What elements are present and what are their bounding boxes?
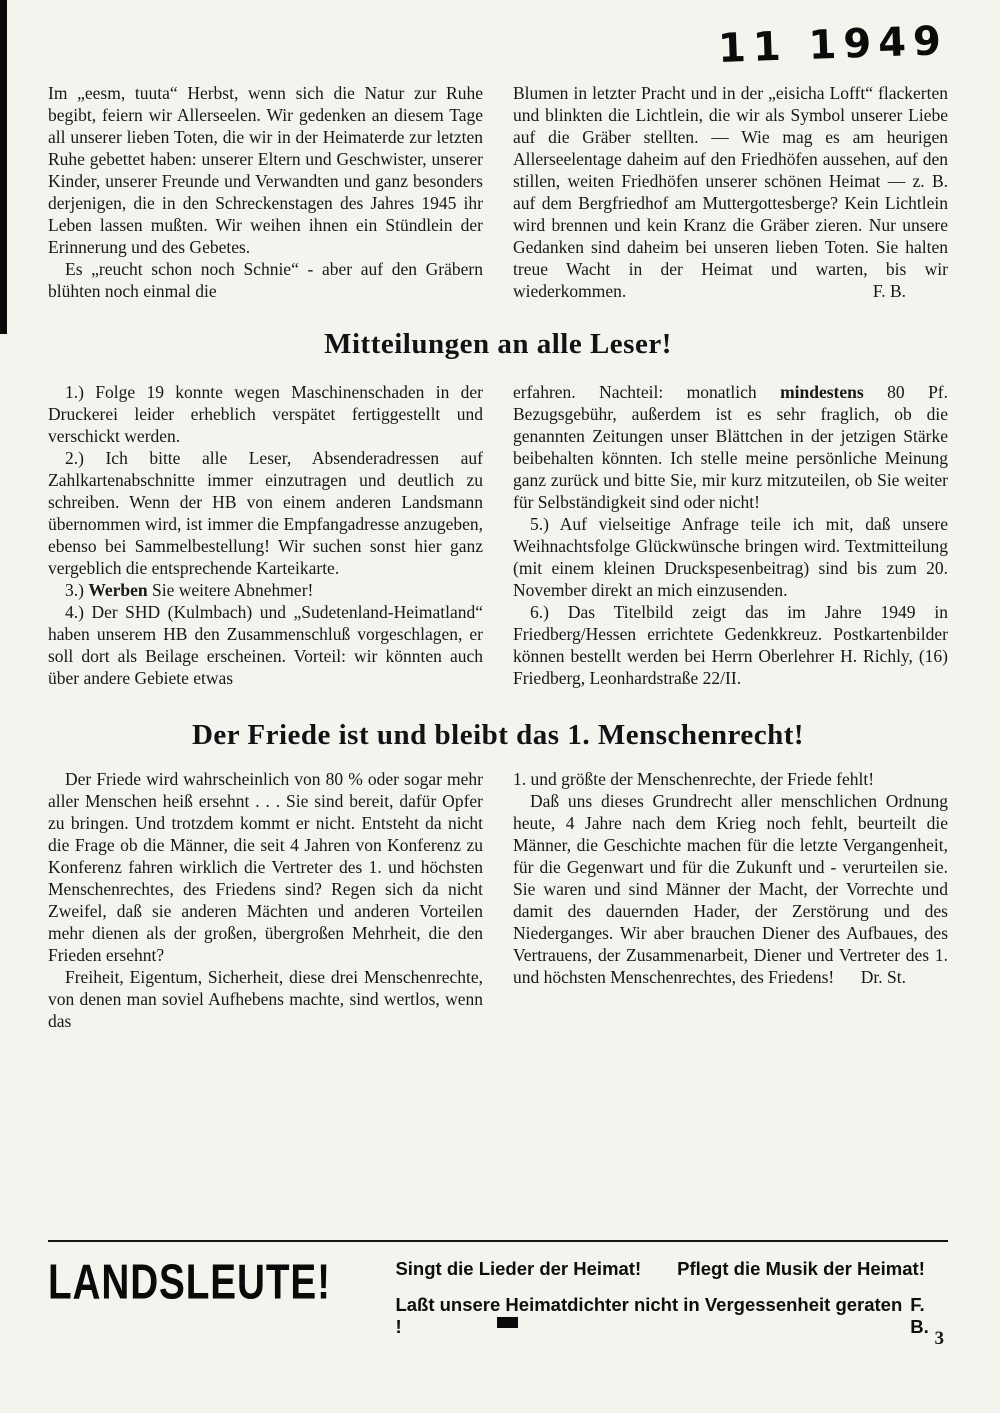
paragraph: Der Friede wird wahrscheinlich von 80 % oder sogar mehr aller Menschen heiß ersehnt . . . Sie sind bereit, dafür Opfer zu bringen. Und trotzdem kommt er nicht. Entsteht da nicht die Frage ob die Männer, die seit 4 Jahren von Konferenz zu Konferenz fahren wirklich die Vertreter des 1. und höchsten Menschenrechtes, des Friedens sind? Regen sich da nicht Zweifel, daß sie anderen Mächten und anderen Vorteilen mehr dienen als der großen, übergroßen Mehrheit, die den Frieden ersehnt? — [48, 769, 483, 965]
print-registration-mark — [497, 1317, 518, 1328]
paragraph: Daß uns dieses Grundrecht aller menschlichen Ordnung heute, 4 Jahre nach dem Krieg noch fehlt, beurteilt die Männer, die Geschichte machen für die letzte Vergangenheit, für die Gegenwart und für die Zukunft und - verurteilen sie. Sie waren und sind Männer der Macht, der Vorrechte und damit des dauernden Hader, der Zerstörung und des Niederganges. Wir aber brauchen Diener des Aufbaues, des Vertrauens, der Zusammenarbeit, Diener und Vertreter des 1. und höchsten Menschenrechtes, des Friedens! — [513, 791, 948, 987]
text-segment: Sie weitere Abnehmer! — [147, 580, 314, 600]
paragraph: Im „eesm, tuuta“ Herbst, wenn sich die Natur zur Ruhe begibt, feiern wir Allerseelen. Wir gedenken an diesem Tage all unserer lieben Toten, die wir in der Heimaterde zur letzten Ruhe gebettet haben: unserer Eltern und Geschwister, unserer Kinder, unserer Freunde und Verwandten und ganz besonders derjenigen, die in den Schreckenstagen des Jahres 1945 ihr Leben lassen mußten. Wir weihen ihnen ein Stündlein der Erinnerung und des Gebetes. — [48, 83, 483, 257]
text-segment: 80 Pf. Bezugsgebühr, außerdem ist es sehr fraglich, ob die genannten Zeitungen unser Blättchen in der jetzigen Stärke beibehalten könnten. Ich stelle meine persönliche Meinung ganz zurück und bitte Sie, mir kurz mitzuteilen, ob Sie weiter für Selbständigkeit sind oder nicht! — [513, 382, 949, 512]
article-mitteilungen — [48, 381, 948, 689]
paragraph: 2.) Ich bitte alle Leser, Absenderadressen auf Zahlkartenabschnitte immer einzutragen und deutlich zu schreiben. Wenn der HB von einem anderen Landsmann übernommen wird, ist immer die Empfangadresse anzugeben, ebenso bei Sammelbestellung! Wir suchen sonst hier ganz vergeblich die entsprechende Karteikarte. — [48, 448, 483, 578]
paragraph: 5.) Auf vielseitige Anfrage teile ich mit, daß unsere Weihnachtsfolge Glückwünsche bringen wird. Textmitteilung (mit einem kleinen Druckspesenbeitrag) sind bis zum 20. November direkt an mich einzusenden. — [513, 514, 948, 600]
author-signature: F. B. — [872, 281, 906, 301]
paragraph: Freiheit, Eigentum, Sicherheit, diese drei Menschenrechte, von denen man soviel Aufhebens machte, sind wertlos, wenn das — [48, 967, 483, 1031]
friede-column-left — [48, 768, 483, 1032]
paragraph: 6.) Das Titelbild zeigt das im Jahre 1949 in Friedberg/Hessen errichtete Gedenkkreuz. Postkartenbilder können bestellt werden bei Herrn Oberlehrer H. Richly, (16) Friedberg, Leonhardstraße 22/II. — [513, 602, 948, 688]
text-segment: erfahren. Nachteil: monatlich — [513, 382, 781, 402]
slogan-text: Singt die Lieder der Heimat! — [395, 1258, 642, 1279]
paragraph: 1.) Folge 19 konnte wegen Maschinenschaden in der Druckerei leider erheblich verspätet fertiggestellt und verschickt werden. — [48, 382, 483, 446]
paragraph: Blumen in letzter Pracht und in der „eisicha Lofft“ flackerten und blinkten die Lichtlein, die wir als Symbol unserer Liebe auf die Gräber stellten. — Wie mag es am heurigen Allerseelentage daheim auf den Friedhöfen aussehen, auf den stillen, weiten Friedhöfen unserer schönen Heimat — z. B. auf dem Bergfriedhof am Muttergottesberge? Kein Lichtlein wird brennen und kein Kranz die Gräber zieren. Nur unsere Gedanken sind daheim bei unseren lieben Toten. Sie halten treue Wacht in der Heimat und warten, bis wir wiederkommen. — [513, 83, 948, 301]
article-friede — [48, 768, 948, 1032]
landsleute-banner: LANDSLEUTE! — [48, 1254, 331, 1310]
section-heading-friede: Der Friede ist und bleibt das 1. Menschenrecht! — [191, 719, 805, 751]
paragraph: Es „reucht schon noch Schnie“ - aber auf den Gräbern blühten noch einmal die — [48, 259, 483, 301]
page-number: 3 — [934, 1328, 944, 1349]
footer-divider — [48, 1240, 948, 1242]
footer-signature: F. B. — [910, 1294, 929, 1337]
paragraph: 4.) Der SHD (Kulmbach) und „Sudetenland-Heimatland“ haben unserem HB den Zusammenschluß vorgeschlagen, er soll dort als Beilage erscheinen. Vorteil: wir könnten auch über andere Gebiete etwas — [48, 602, 483, 688]
paragraph: 1. und größte der Menschenrechte, der Friede fehlt! — [513, 769, 875, 789]
text-segment: 3.) — [65, 580, 89, 600]
footer-slogan-line-2 — [395, 1294, 948, 1338]
author-signature: Dr. St. — [860, 967, 906, 987]
allerseelen-column-right — [513, 82, 948, 302]
allerseelen-column-left — [48, 82, 483, 302]
friede-column-right — [513, 768, 948, 1032]
paragraph — [513, 381, 948, 513]
slogan-text: Pflegt die Musik der Heimat! — [677, 1258, 925, 1279]
footer-slogans — [359, 1258, 948, 1338]
mitteilungen-column-left — [48, 381, 483, 689]
mitteilungen-column-right — [513, 381, 948, 689]
bold-text-segment: Werben — [88, 580, 148, 600]
section-heading-mitteilungen: Mitteilungen an alle Leser! — [324, 328, 672, 360]
paragraph — [48, 579, 483, 601]
article-allerseelen — [48, 82, 948, 302]
footer-slogan-line-1 — [395, 1258, 948, 1280]
bold-text-segment: mindestens — [780, 382, 864, 402]
slogan-text: Laßt unsere Heimatdichter nicht in Vergessenheit geraten ! — [395, 1294, 903, 1337]
handwritten-issue-mark: 11 1949 — [717, 18, 949, 72]
